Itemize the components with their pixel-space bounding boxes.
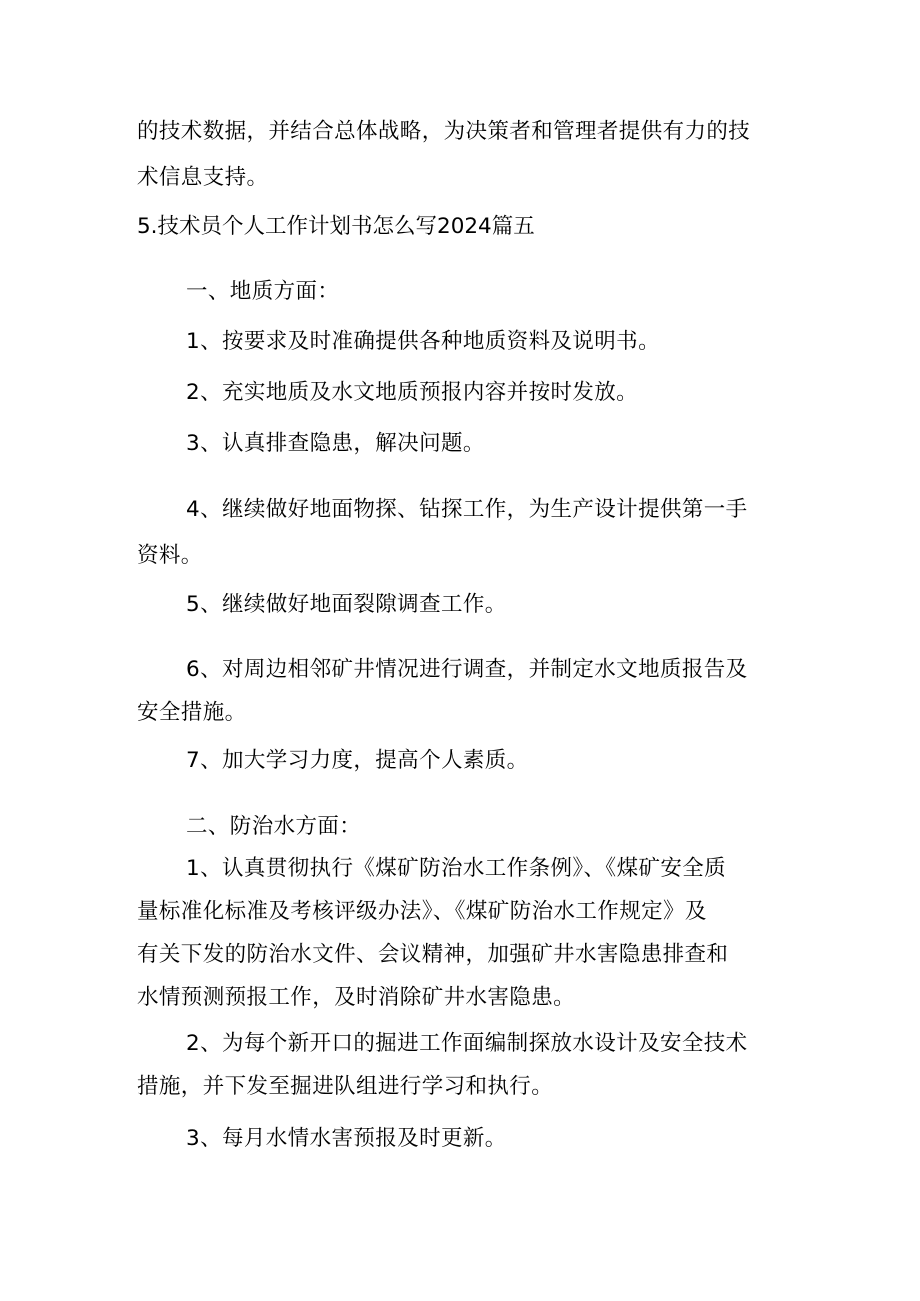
list-item: 3、认真排查隐患，解决问题。 <box>186 431 485 456</box>
list-item: 7、加大学习力度，提高个人素质。 <box>186 748 529 773</box>
list-item: 1、按要求及时准确提供各种地质资料及说明书。 <box>186 329 660 354</box>
subsection-heading: 二、防治水方面： <box>186 814 362 839</box>
list-item: 5、继续做好地面裂隙调查工作。 <box>186 592 507 617</box>
list-item: 6、对周边相邻矿井情况进行调查，并制定水文地质报告及 <box>186 657 748 682</box>
list-item-continuation: 资料。 <box>137 543 203 568</box>
list-item: 2、为每个新开口的掘进工作面编制探放水设计及安全技术 <box>186 1031 748 1056</box>
subsection-heading: 一、地质方面： <box>186 279 340 304</box>
body-text-line: 的技术数据，并结合总体战略，为决策者和管理者提供有力的技 <box>137 119 751 144</box>
section-heading: 5.技术员个人工作计划书怎么写2024篇五 <box>137 214 535 239</box>
list-item: 3、每月水情水害预报及时更新。 <box>186 1126 507 1151</box>
list-item: 2、充实地质及水文地质预报内容并按时发放。 <box>186 380 639 405</box>
list-item-continuation: 安全措施。 <box>137 700 247 725</box>
list-item: 1、认真贯彻执行《煤矿防治水工作条例》、《煤矿安全质 <box>186 856 727 881</box>
list-item-continuation: 措施，并下发至掘进队组进行学习和执行。 <box>137 1074 554 1099</box>
list-item: 4、继续做好地面物探、钻探工作，为生产设计提供第一手 <box>186 497 748 522</box>
list-item-continuation: 水情预测预报工作，及时消除矿井水害隐患。 <box>137 985 576 1010</box>
list-item-continuation: 量标准化标准及考核评级办法》、《煤矿防治水工作规定》及 <box>137 899 707 924</box>
body-text-line: 术信息支持。 <box>137 165 269 190</box>
list-item-continuation: 有关下发的防治水文件、会议精神，加强矿井水害隐患排查和 <box>137 942 729 967</box>
